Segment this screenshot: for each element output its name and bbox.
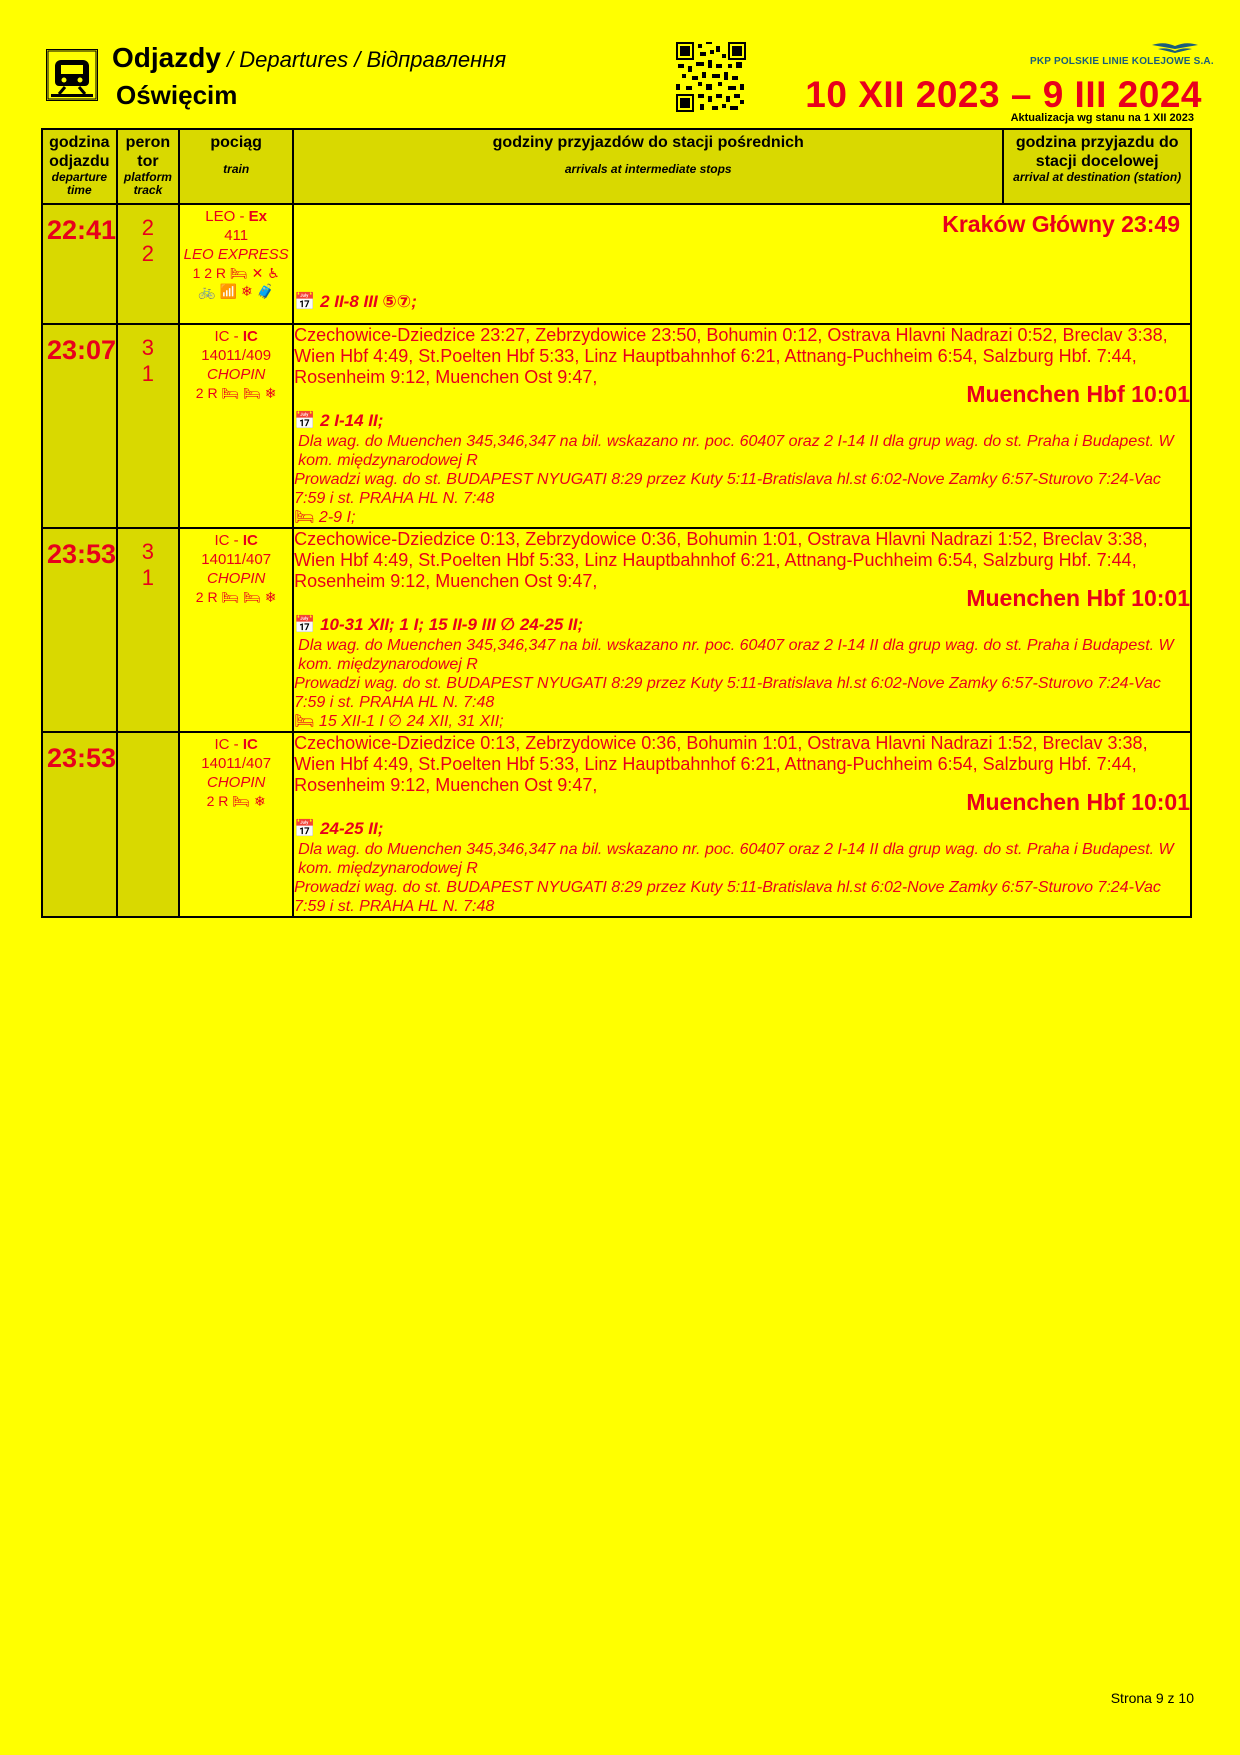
carrier: IC [214,328,230,345]
amenity-icons: 2 R 🛏 🛏 ❄ [195,589,277,605]
platform-cell [117,732,180,917]
table-row [42,528,1191,732]
platform-number: 3 [141,335,155,360]
note: 2-9 I; [318,509,356,526]
platform-cell [117,204,180,324]
train-cell: IC - IC 14011/407 CHOPIN 2 R 🛏 ❄ [179,732,293,917]
header-stops: godziny przyjazdów do stacji pośrednich arrivals at intermediate stops [293,129,1003,204]
note: Prowadzi wag. do st. BUDAPEST NYUGATI 8:29 przez Kuty 5:11-Bratislava hl.st 6:02-Nove Zamky 6:57-Sturovo 7:24-Vac 7:59 i st. PRAHA HL N. 7:48 [294,471,1161,507]
departure-time: 23:53 [47,539,117,569]
route-cell [293,528,1191,732]
train-category: IC [242,532,258,549]
header-train: pociąg train [179,129,293,204]
departure-time: 23:53 [47,743,117,773]
train-number: 14011/409 [201,347,272,364]
table-header-row [42,129,1191,204]
note: Dla wag. do Muenchen 345,346,347 na bil. wskazano nr. poc. 60407 oraz 2 I-14 II dla grup wag. do st. Praha i Budapest. W kom. międzynarodowej R [298,433,1174,469]
train-name: CHOPIN [206,774,266,791]
train-name: CHOPIN [206,570,266,587]
table-row [42,324,1191,528]
train-number: 14011/407 [201,551,272,568]
intermediate-stops: Czechowice-Dziedzice 0:13, Zebrzydowice 0:36, Bohumin 1:01, Ostrava Hlavni Nadrazi 1:52, Breclav 3:38, Wien Hbf 4:49, St.Poelten Hbf 5:33, Linz Hauptbahnhof 6:21, Attnang-Puchheim 6:54, Salzburg Hbf. 7:44, Rosenheim 9:12, Muenchen Ost 9:47, [294,733,1148,795]
train-number: 14011/407 [201,755,272,772]
validity-date-range: 10 XII 2023 – 9 III 2024 [805,74,1202,115]
title-separator: / [348,47,367,72]
header-time: godzina odjazdu departure time [42,129,117,204]
note: Prowadzi wag. do st. BUDAPEST NYUGATI 8:29 przez Kuty 5:11-Bratislava hl.st 6:02-Nove Zamky 6:57-Sturovo 7:24-Vac 7:59 i st. PRAHA HL N. 7:48 [294,879,1161,915]
page-header [0,0,1240,130]
train-cell: IC - IC 14011/409 CHOPIN 2 R 🛏 🛏 ❄ [179,324,293,528]
header-destination: godzina przyjazdu do stacji docelowej arrival at destination (station) [1003,129,1191,204]
departure-time-cell [42,204,117,324]
page-title [112,42,506,74]
train-icon [46,49,98,101]
platform-cell [117,528,180,732]
departures-table [41,128,1192,918]
operating-days: 2 II-8 III ⑤⑦; [320,292,417,311]
title-separator: / [220,47,240,72]
amenity-icons: 2 R 🛏 🛏 ❄ [195,385,277,401]
train-category: IC [242,736,258,753]
track-number: 1 [141,565,155,590]
update-note: Aktualizacja wg stanu na 1 XII 2023 [1010,112,1194,124]
track-number: 2 [141,241,155,266]
route-cell [293,732,1191,917]
platform-cell [117,324,180,528]
note: Dla wag. do Muenchen 345,346,347 na bil. wskazano nr. poc. 60407 oraz 2 I-14 II dla grup wag. do st. Praha i Budapest. W kom. międzynarodowej R [298,841,1174,877]
destination: Muenchen Hbf 10:01 [966,585,1190,611]
departure-time-cell [42,324,117,528]
carrier: IC [214,532,230,549]
calendar-icon: 📅 [294,411,316,430]
intermediate-stops: Czechowice-Dziedzice 0:13, Zebrzydowice 0:36, Bohumin 1:01, Ostrava Hlavni Nadrazi 1:52, Breclav 3:38, Wien Hbf 4:49, St.Poelten Hbf 5:33, Linz Hauptbahnhof 6:21, Attnang-Puchheim 6:54, Salzburg Hbf. 7:44, Rosenheim 9:12, Muenchen Ost 9:47, [294,529,1148,591]
carrier: LEO [205,208,236,225]
train-category: IC [242,328,258,345]
pkp-wing-icon [1150,40,1200,54]
amenity-icons: 2 R 🛏 ❄ [206,793,266,809]
bed-icon: 🛏 [294,509,315,526]
train-cell: IC - IC 14011/407 CHOPIN 2 R 🛏 🛏 ❄ [179,528,293,732]
header-platform: peron tor platform track [117,129,180,204]
departure-time-cell [42,732,117,917]
operating-days: 2 I-14 II; [320,411,384,430]
table-row [42,204,1191,324]
qr-code-icon [676,42,746,112]
title-en: Departures [239,47,349,72]
title-uk: Відправлення [366,47,507,72]
operating-days: 24-25 II; [320,819,384,838]
station-name: Oświęcim [116,80,238,110]
note: 15 XII-1 I ∅ 24 XII, 31 XII; [318,713,504,730]
platform-number: 3 [141,539,155,564]
departure-time: 22:41 [47,215,117,245]
destination: Kraków Główny 23:49 [942,211,1180,237]
departure-time-cell [42,528,117,732]
operating-days: 10-31 XII; 1 I; 15 II-9 III ∅ 24-25 II; [320,615,584,634]
train-cell: LEO - Ex 411 LEO EXPRESS 1 2 R 🛏 ✕ ♿ 🚲 📶 ❄ 🧳 [179,204,293,324]
calendar-icon: 📅 [294,819,316,838]
track-number: 1 [141,361,155,386]
destination: Muenchen Hbf 10:01 [966,789,1190,815]
carrier: IC [214,736,230,753]
destination: Muenchen Hbf 10:01 [966,381,1190,407]
amenity-icons-2: 🚲 📶 ❄ 🧳 [198,283,275,299]
train-number: 411 [224,227,249,244]
pkp-logo [1030,40,1214,67]
page-number: Strona 9 z 10 [1110,1690,1194,1706]
route-cell [293,204,1191,324]
calendar-icon: 📅 [294,615,316,634]
bed-icon: 🛏 [294,713,315,730]
note: Dla wag. do Muenchen 345,346,347 na bil. wskazano nr. poc. 60407 oraz 2 I-14 II dla grup wag. do st. Praha i Budapest. W kom. międzynarodowej R [298,637,1174,673]
note: Prowadzi wag. do st. BUDAPEST NYUGATI 8:29 przez Kuty 5:11-Bratislava hl.st 6:02-Nove Zamky 6:57-Sturovo 7:24-Vac 7:59 i st. PRAHA HL N. 7:48 [294,675,1161,711]
train-name: LEO EXPRESS [183,246,289,263]
platform-number: 2 [141,215,155,240]
title-pl: Odjazdy [112,42,221,73]
logo-text: PKP POLSKIE LINIE KOLEJOWE S.A. [1030,56,1214,67]
departure-time: 23:07 [47,335,117,365]
amenity-icons: 1 2 R 🛏 ✕ ♿ [192,265,280,281]
train-name: CHOPIN [206,366,266,383]
calendar-icon: 📅 [294,292,316,311]
train-category: Ex [248,208,268,225]
intermediate-stops: Czechowice-Dziedzice 23:27, Zebrzydowice 23:50, Bohumin 0:12, Ostrava Hlavni Nadrazi 0:52, Breclav 3:38, Wien Hbf 4:49, St.Poelten Hbf 5:33, Linz Hauptbahnhof 6:21, Attnang-Puchheim 6:54, Salzburg Hbf. 7:44, Rosenheim 9:12, Muenchen Ost 9:47, [294,325,1168,387]
route-cell [293,324,1191,528]
table-row [42,732,1191,917]
